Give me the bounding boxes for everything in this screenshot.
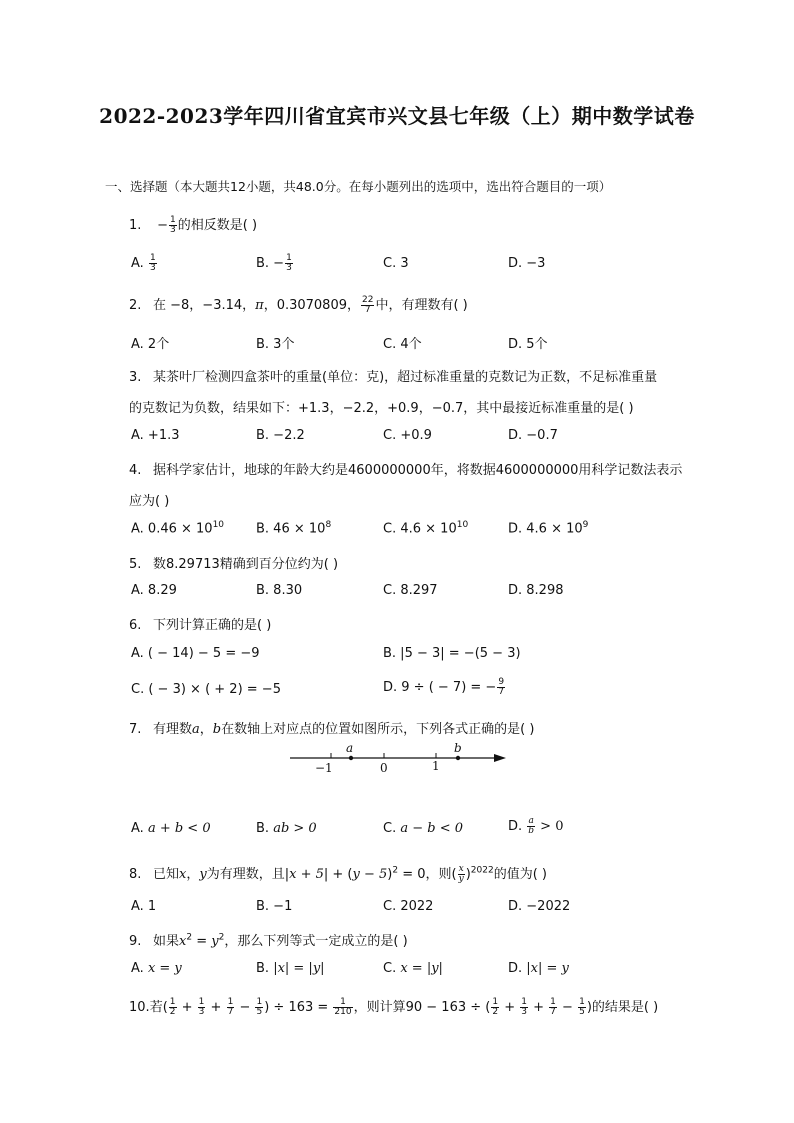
question-5: 5. 数8.29713精确到百分位约为( ): [129, 557, 339, 572]
question-number: 1.: [129, 218, 142, 233]
option-a[interactable]: A. 1: [131, 899, 157, 914]
option-d[interactable]: D. −0.7: [508, 428, 558, 443]
option-d[interactable]: D. $4.6 \times 10^9$: [508, 520, 589, 537]
question-7: 7. 有理数a，b在数轴上对应点的位置如图所示，下列各式正确的是( ): [129, 722, 535, 737]
option-c[interactable]: C. a − b < 0: [383, 821, 464, 836]
page-title: 2022-2023学年四川省宜宾市兴文县七年级（上）期中数学试卷: [99, 104, 695, 128]
question-number: 6.: [129, 618, 142, 633]
option-d[interactable]: D. −3: [508, 256, 546, 271]
question-8: 8. 已知x，y为有理数，且$|x + 5| + (y - 5)^2 = 0$，则( $\frac{x}{y}$ )$^{2022}$的值为( ): [129, 864, 547, 884]
option-d[interactable]: D. 5个: [508, 337, 548, 352]
option-c[interactable]: C. 4个: [383, 337, 422, 352]
option-a[interactable]: A. $0.46 \times 10^{10}$: [131, 520, 225, 537]
option-b[interactable]: B. |5 − 3| = −(5 − 3): [383, 646, 521, 661]
question-3: 3. 某茶叶厂检测四盒茶叶的重量(单位：克)，超过标准重量的克数记为正数，不足标准重量: [129, 370, 658, 385]
option-b[interactable]: B. 3个: [256, 337, 295, 352]
question-4-line-2: 应为( ): [129, 494, 170, 509]
option-c[interactable]: C. 8.297: [383, 583, 438, 598]
option-b[interactable]: B. |x| = |y|: [256, 961, 325, 976]
question-number: 3.: [129, 370, 142, 385]
option-b[interactable]: B. −2.2: [256, 428, 305, 443]
question-number: 5.: [129, 557, 142, 572]
option-c[interactable]: C. 2022: [383, 899, 434, 914]
section-heading: 一、选择题（本大题共12小题，共48.0分。在每小题列出的选项中，选出符合题目的一项）: [105, 179, 612, 194]
question-2: 2. 在 −8，−3.14，π，0.3070809， $\frac{22}{7}$ 中，有理数有( ): [129, 295, 468, 315]
label-0: 0: [380, 761, 388, 775]
option-a[interactable]: A. 2个: [131, 337, 170, 352]
option-d[interactable]: D. 9 ÷ ( − 7) = − $\frac{9}{7}$: [383, 677, 505, 697]
option-b[interactable]: B. − $\frac{1}{3}$: [256, 253, 292, 273]
option-a[interactable]: A. +1.3: [131, 428, 180, 443]
option-a[interactable]: A. 8.29: [131, 583, 177, 598]
option-c[interactable]: C. +0.9: [383, 428, 432, 443]
option-d[interactable]: D. −2022: [508, 899, 571, 914]
option-d[interactable]: D. $\frac{a}{b}$ > 0: [508, 816, 564, 836]
question-number: 2.: [129, 298, 142, 313]
option-c[interactable]: C. ( − 3) × ( + 2) = −5: [131, 682, 281, 697]
question-3-line-2: 的克数记为负数，结果如下：+1.3，−2.2，+0.9，−0.7，其中最接近标准重量的是( ): [129, 401, 634, 416]
option-b[interactable]: B. ab > 0: [256, 821, 317, 836]
label-minus-1: −1: [315, 761, 333, 775]
point-b: [456, 756, 460, 760]
option-c[interactable]: C. x = |y|: [383, 961, 443, 976]
option-b[interactable]: B. 8.30: [256, 583, 303, 598]
label-b: b: [454, 741, 462, 755]
label-1: 1: [432, 759, 440, 773]
label-a: a: [346, 741, 354, 755]
fraction: $\frac{1}{3}$: [170, 215, 176, 235]
option-a[interactable]: A. ( − 14) − 5 = −9: [131, 646, 260, 661]
option-c[interactable]: C. 3: [383, 256, 409, 271]
option-a[interactable]: A. a + b < 0: [131, 821, 211, 836]
question-10: 10.若( $\frac{1}{2}$ + $\frac{1}{3}$ + $\frac{1}{7}$ − $\frac{1}{5}$ ) ÷ 163 = $\frac{1}{210}$ ，则计算90 − 163 ÷ ( $\frac{1}{2}$ + $\frac{1}{3}$ + $\frac{1}{7}$ − $\frac{1}{5}$ )的结果是( ): [129, 997, 659, 1017]
question-text: 的相反数是( ): [177, 218, 258, 233]
minus-sign: −: [157, 218, 169, 233]
point-a: [349, 756, 353, 760]
question-number: 7.: [129, 722, 142, 737]
option-a[interactable]: A. $\frac{1}{3}$: [131, 253, 156, 273]
axis-arrow: [494, 754, 506, 762]
question-number: 9.: [129, 934, 142, 949]
question-4: 4. 据科学家估计，地球的年龄大约是4600000000年，将数据4600000000用科学记数法表示: [129, 463, 683, 478]
question-6: 6. 下列计算正确的是( ): [129, 618, 272, 633]
option-c[interactable]: C. $4.6 \times 10^{10}$: [383, 520, 469, 537]
question-number: 10.: [129, 1000, 150, 1015]
option-d[interactable]: D. |x| = y: [508, 961, 569, 976]
option-b[interactable]: B. $46 \times 10^8$: [256, 520, 332, 537]
question-number: 4.: [129, 463, 142, 478]
question-9: 9. 如果$x^2 = y^2$，那么下列等式一定成立的是( ): [129, 932, 408, 949]
option-a[interactable]: A. x = y: [131, 961, 182, 976]
question-1: [129, 214, 257, 235]
option-d[interactable]: D. 8.298: [508, 583, 564, 598]
option-b[interactable]: B. −1: [256, 899, 293, 914]
question-number: 8.: [129, 867, 142, 882]
